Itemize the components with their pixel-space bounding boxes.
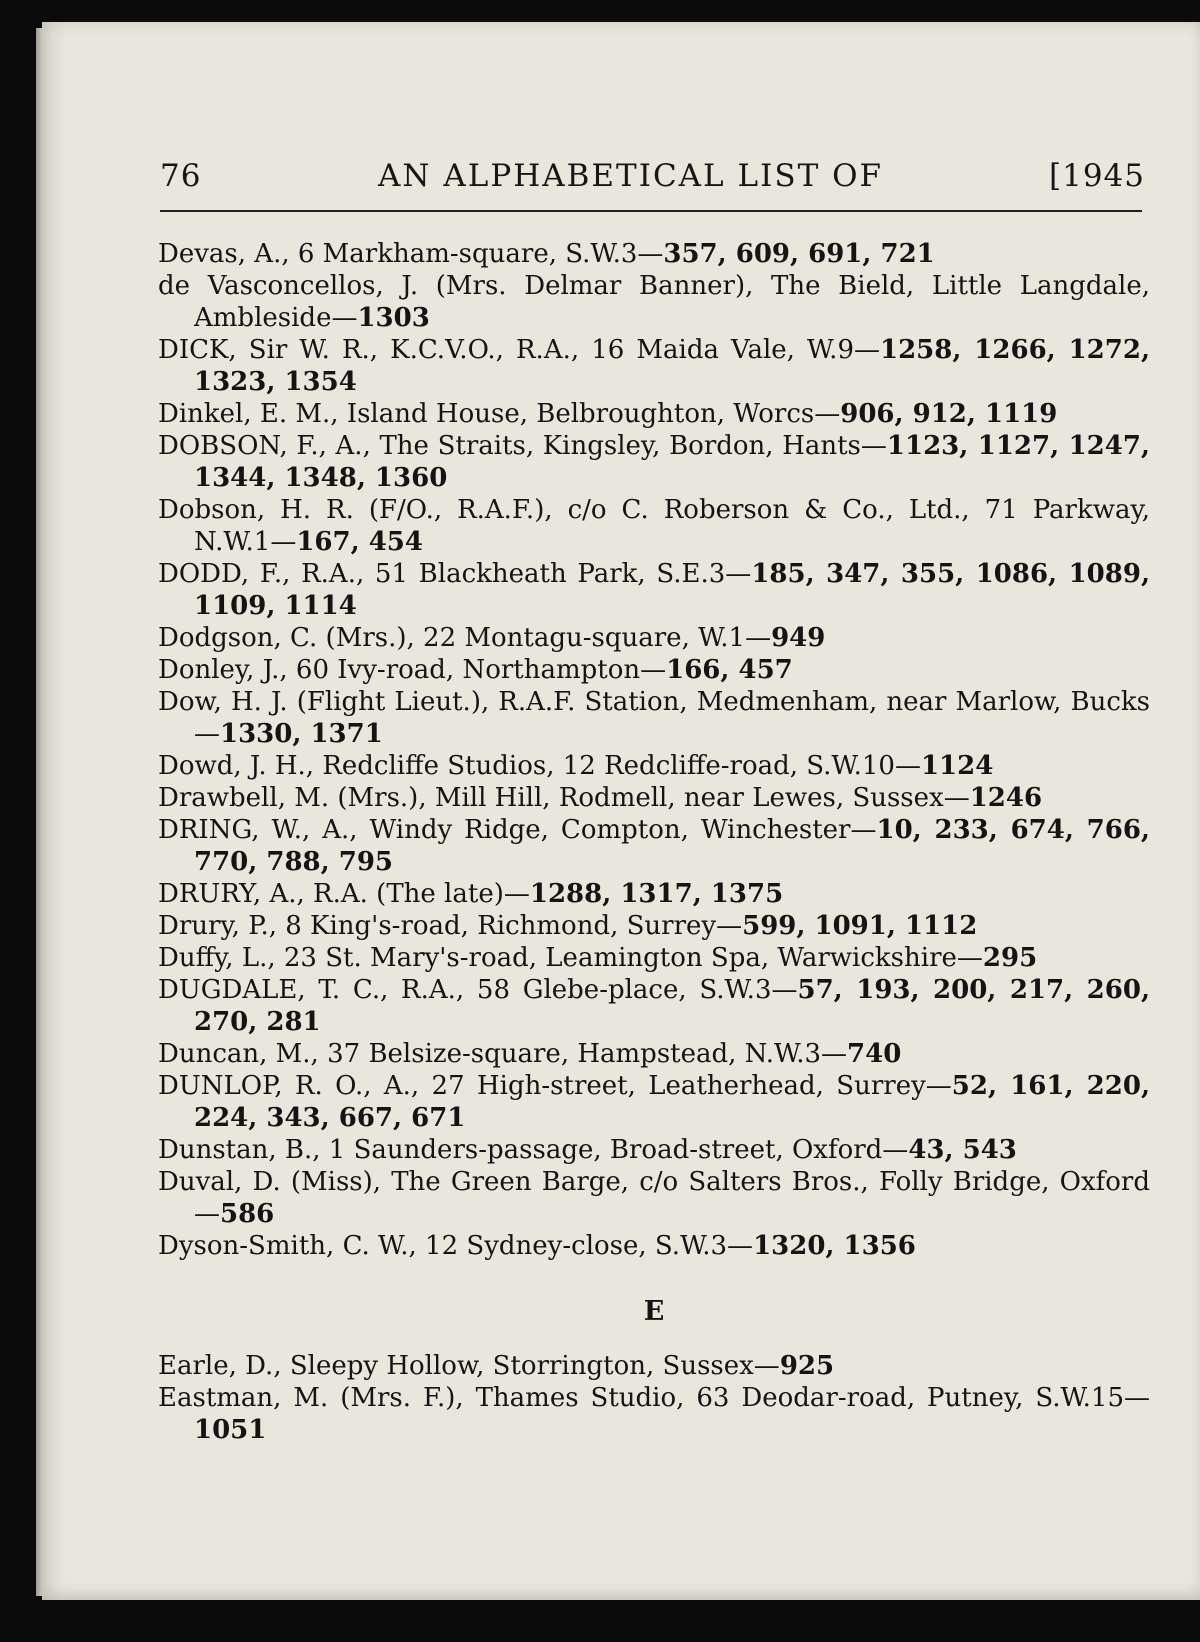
entry-numbers: 1124	[920, 751, 994, 781]
entry-numbers: 1258, 1266, 1272, 1323, 1354	[194, 335, 1150, 397]
entry-numbers: 357, 609, 691, 721	[663, 239, 935, 269]
list-entry	[158, 622, 1150, 654]
entry-text: Dyson-Smith, C. W., 12 Sydney-close, S.W.3—	[158, 1231, 754, 1261]
entries-e	[158, 1350, 1150, 1446]
entry-numbers: 925	[779, 1351, 835, 1381]
entry-numbers: 43, 543	[908, 1135, 1017, 1165]
entry-numbers: 166, 457	[666, 655, 793, 685]
entry-text: DUGDALE, T. C., R.A., 58 Glebe-place, S.W.3—	[158, 975, 798, 1005]
list-entry	[158, 654, 1150, 686]
header-year: [1945	[1049, 158, 1145, 194]
list-entry	[158, 270, 1150, 334]
entry-numbers: 167, 454	[296, 527, 423, 557]
entry-text: Dowd, J. H., Redcliffe Studios, 12 Redcliffe-road, S.W.10—	[158, 751, 921, 781]
entry-text: DRING, W., A., Windy Ridge, Compton, Winchester—	[158, 815, 877, 845]
list-entry	[158, 910, 1150, 942]
header-rule	[160, 210, 1142, 212]
entry-numbers: 1330, 1371	[220, 719, 383, 749]
list-entry	[158, 238, 1150, 270]
running-title: AN ALPHABETICAL LIST OF	[378, 158, 884, 194]
entry-text: Earle, D., Sleepy Hollow, Storrington, Sussex—	[158, 1351, 780, 1381]
list-entry	[158, 1350, 1150, 1382]
entry-text: DODD, F., R.A., 51 Blackheath Park, S.E.3—	[158, 559, 752, 589]
entry-text: Drury, P., 8 King's-road, Richmond, Surrey—	[158, 911, 743, 941]
entry-numbers: 949	[771, 623, 826, 653]
list-entry	[158, 782, 1150, 814]
entry-text: Donley, J., 60 Ivy-road, Northampton—	[158, 655, 667, 685]
entry-text: Duncan, M., 37 Belsize-square, Hampstead, N.W.3—	[158, 1039, 848, 1069]
page-body	[158, 238, 1150, 1446]
list-entry	[158, 974, 1150, 1038]
entry-text: Duval, D. (Miss), The Green Barge, c/o Salters Bros., Folly Bridge, Oxford—	[158, 1167, 1150, 1229]
entry-numbers: 1303	[357, 303, 430, 333]
section-heading-e: E	[643, 1296, 665, 1327]
entry-text: Dodgson, C. (Mrs.), 22 Montagu-square, W.1—	[158, 623, 772, 653]
list-entry	[158, 558, 1150, 622]
entry-numbers: 1051	[194, 1415, 267, 1445]
entry-numbers: 52, 161, 220, 224, 343, 667, 671	[194, 1071, 1150, 1133]
entry-numbers: 599, 1091, 1112	[742, 911, 978, 941]
list-entry	[158, 750, 1150, 782]
list-entry	[158, 1166, 1150, 1230]
list-entry	[158, 1230, 1150, 1262]
list-entry	[158, 398, 1150, 430]
list-entry	[158, 430, 1150, 494]
list-entry	[158, 1382, 1150, 1446]
entry-numbers: 1123, 1127, 1247, 1344, 1348, 1360	[194, 431, 1150, 493]
page-header	[160, 150, 1145, 198]
entry-numbers: 740	[847, 1039, 902, 1069]
entry-text: Devas, A., 6 Markham-square, S.W.3—	[158, 239, 664, 269]
entry-numbers: 1288, 1317, 1375	[529, 879, 784, 909]
entry-text: DUNLOP, R. O., A., 27 High-street, Leatherhead, Surrey—	[158, 1071, 952, 1101]
entry-numbers: 185, 347, 355, 1086, 1089, 1109, 1114	[194, 559, 1150, 621]
entry-text: Drawbell, M. (Mrs.), Mill Hill, Rodmell, near Lewes, Sussex—	[158, 783, 970, 813]
list-entry	[158, 1134, 1150, 1166]
entry-numbers: 295	[982, 943, 1038, 973]
list-entry	[158, 686, 1150, 750]
list-entry	[158, 942, 1150, 974]
entry-text: Dinkel, E. M., Island House, Belbroughton, Worcs—	[158, 399, 841, 429]
list-entry	[158, 494, 1150, 558]
entry-text: Eastman, M. (Mrs. F.), Thames Studio, 63 Deodar-road, Putney, S.W.15—	[158, 1383, 1150, 1413]
entry-numbers: 586	[220, 1199, 275, 1229]
entry-text: Duffy, L., 23 St. Mary's-road, Leamington Spa, Warwickshire—	[158, 943, 983, 973]
page-number: 76	[160, 158, 202, 194]
entry-text: DOBSON, F., A., The Straits, Kingsley, Bordon, Hants—	[158, 431, 887, 461]
list-entry	[158, 334, 1150, 398]
entry-text: de Vasconcellos, J. (Mrs. Delmar Banner), The Bield, Little Langdale, Ambleside—	[158, 271, 1150, 333]
list-entry	[158, 1038, 1150, 1070]
entry-numbers: 906, 912, 1119	[840, 399, 1058, 429]
entry-text: Dunstan, B., 1 Saunders-passage, Broad-street, Oxford—	[158, 1135, 909, 1165]
list-entry	[158, 814, 1150, 878]
entry-text: Dobson, H. R. (F/O., R.A.F.), c/o C. Roberson & Co., Ltd., 71 Parkway, N.W.1—	[158, 495, 1150, 557]
list-entry	[158, 1070, 1150, 1134]
entry-numbers: 1246	[969, 783, 1043, 813]
entry-text: DRURY, A., R.A. (The late)—	[158, 879, 530, 909]
entry-numbers: 57, 193, 200, 217, 260, 270, 281	[194, 975, 1150, 1037]
entry-numbers: 1320, 1356	[753, 1231, 916, 1261]
list-entry	[158, 878, 1150, 910]
entry-numbers: 10, 233, 674, 766, 770, 788, 795	[194, 815, 1150, 877]
entries-d	[158, 238, 1150, 1262]
entry-text: Dow, H. J. (Flight Lieut.), R.A.F. Station, Medmenham, near Marlow, Bucks—	[158, 687, 1150, 749]
entry-text: DICK, Sir W. R., K.C.V.O., R.A., 16 Maida Vale, W.9—	[158, 335, 880, 365]
